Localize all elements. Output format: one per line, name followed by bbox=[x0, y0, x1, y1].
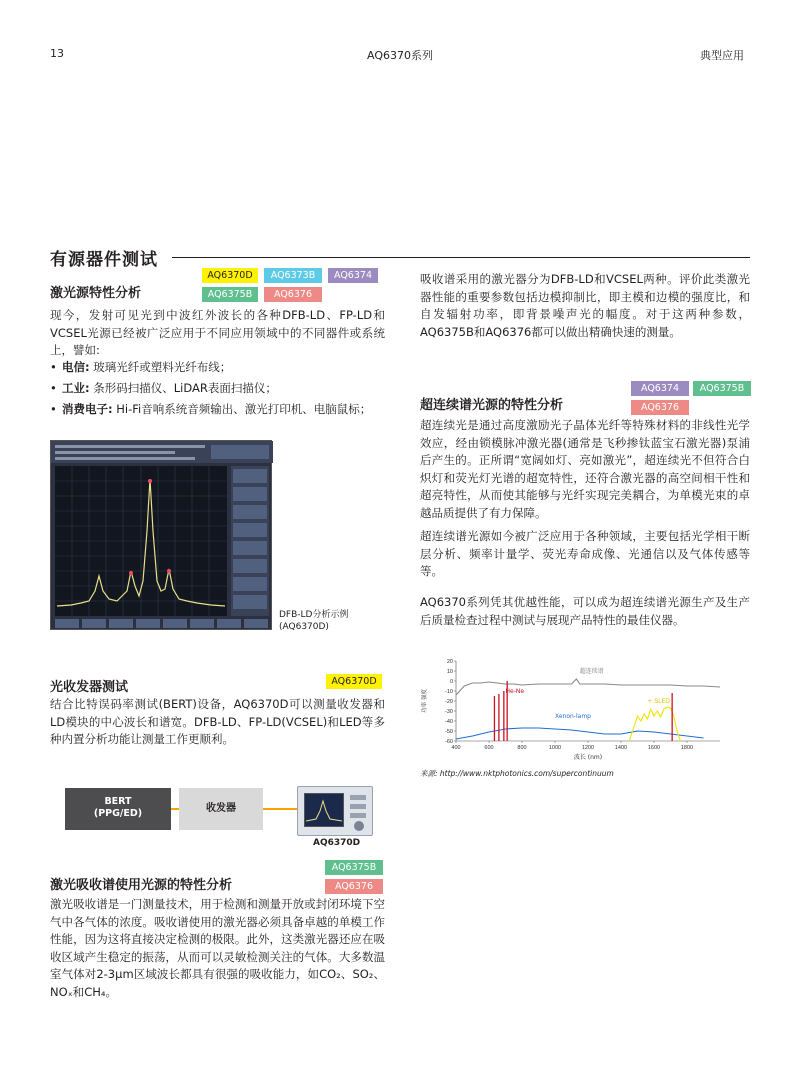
supercontinuum-p3: AQ6370系列凭其优越性能，可以成为超连续谱光源生产及生产后质量检查过程中测试与展现产品特性的最佳仪器。 bbox=[420, 595, 750, 627]
application-list bbox=[50, 357, 390, 420]
tag-aq6373b: AQ6373B bbox=[264, 268, 322, 283]
supercontinuum-p1: 超连续光是通过高度激励光子晶体光纤等特殊材料的非线性光学效应，经由锁模脉冲激光器(通常是飞秒掺钛蓝宝石激光器)泵浦后产生的。正所谓“宽阔如灯、亮如激光”，超连续光不但符合白炽灯和荧光灯光谱的超宽特性，还符合激光器的高空间相干性和超亮特性，从而使其能够与光纤实现完美耦合，为单模光束的卓越品质提供了有力保障。 bbox=[420, 418, 750, 520]
main-title: 有源器件测试 bbox=[50, 250, 158, 270]
series-label: Xenon-lamp bbox=[555, 713, 591, 720]
y-tick-label: -50 bbox=[445, 729, 453, 735]
y-tick-label: -20 bbox=[445, 699, 453, 705]
tag-aq6375b: AQ6375B bbox=[202, 287, 258, 302]
connector-line bbox=[263, 808, 297, 810]
aq6370d-device-image bbox=[297, 786, 373, 836]
y-tick-label: 20 bbox=[446, 659, 453, 665]
series-label: 超连续谱 bbox=[579, 668, 604, 675]
x-tick-label: 400 bbox=[451, 745, 461, 751]
supercontinuum-p2: 超连续谱光源如今被广泛应用于各种领域，主要包括光学相干断层分析、频率计量学、荧光寿命成像、光通信以及气体传感等等。 bbox=[420, 529, 750, 578]
bert-label: BERT bbox=[104, 796, 132, 807]
series-label: + SLED bbox=[647, 698, 670, 705]
transceiver-box: 收发器 bbox=[179, 788, 263, 830]
y-tick-label: 0 bbox=[449, 679, 453, 685]
list-item: • 电信: 玻璃光纤或塑料光纤布线； bbox=[50, 357, 390, 378]
device-screen-trace bbox=[306, 797, 342, 825]
tag-aq6374: AQ6374 bbox=[631, 381, 689, 396]
supercontinuum-chart bbox=[420, 655, 730, 767]
x-tick-label: 800 bbox=[517, 745, 527, 751]
y-axis-label: 功率 强度 bbox=[422, 689, 428, 713]
title-rule bbox=[172, 257, 750, 258]
absorption-text-continued: 吸收谱采用的激光器分为DFB-LD和VCSEL两种。评价此类激光器性能的重要参数包括边模抑制比，即主模和边模的强度比，和自发辐射功率，即背景噪声光的幅度。对于这两种参数，AQ6375B和AQ6376都可以做出精确快速的测量。 bbox=[420, 272, 750, 339]
y-tick-label: -40 bbox=[445, 719, 453, 725]
x-tick-label: 1800 bbox=[680, 745, 694, 751]
device-label: AQ6370D bbox=[313, 838, 361, 848]
chart-source: 来源: http://www.nktphotonics.com/supercontinuum bbox=[420, 769, 614, 778]
bert-sublabel: (PPG/ED) bbox=[93, 808, 143, 819]
series-label: He-Ne bbox=[505, 688, 525, 695]
tag-aq6376: AQ6376 bbox=[631, 400, 689, 415]
tag-aq6375b: AQ6375B bbox=[325, 860, 383, 875]
x-tick-label: 1000 bbox=[548, 745, 562, 751]
section-title: 典型应用 bbox=[700, 49, 744, 62]
y-tick-label: -30 bbox=[445, 709, 453, 715]
y-tick-label: -10 bbox=[445, 689, 453, 695]
x-tick-label: 1600 bbox=[647, 745, 661, 751]
tag-aq6370d: AQ6370D bbox=[202, 268, 258, 283]
series-line-1 bbox=[456, 728, 704, 739]
list-item: • 消费电子: Hi-Fi音响系统音频输出、激光打印机、电脑鼠标； bbox=[50, 399, 390, 420]
series-title: AQ6370系列 bbox=[367, 49, 433, 62]
laser-intro: 现今，发射可见光到中波红外波长的各种DFB-LD、FP-LD和VCSEL光源已经被广泛应用于不同应用领域中的不同器件或系统上，譬如: bbox=[50, 308, 385, 357]
x-axis-label: 波长 (nm) bbox=[573, 754, 603, 761]
page-number: 13 bbox=[50, 47, 64, 60]
absorption-text: 激光吸收谱是一门测量技术，用于检测和测量开放或封闭环境下空气中各气体的浓度。吸收谱使用的激光器必须具备卓越的单模工作性能，因为这将直接决定检测的极限。此外，这类激光器还应在吸收区域产生稳定的振荡，从而可以灵敏检测关注的气体。大多数温室气体对2-3µm区域波长都具有很强的吸收能力，如CO₂、SO₂、NOₓ和CH₄。 bbox=[50, 897, 385, 999]
y-tick-label: -60 bbox=[445, 739, 453, 745]
list-item: • 工业: 条形码扫描仪、LiDAR表面扫描仪； bbox=[50, 378, 390, 399]
osa-screenshot bbox=[50, 440, 272, 630]
laser-title: 激光源特性分析 bbox=[50, 286, 142, 301]
osa-trace-display bbox=[51, 441, 273, 631]
supercontinuum-title: 超连续谱光源的特性分析 bbox=[420, 398, 564, 413]
tag-aq6376: AQ6376 bbox=[264, 287, 322, 302]
series-line-0 bbox=[456, 679, 720, 695]
osa-caption-line2: (AQ6370D) bbox=[279, 622, 329, 632]
tag-aq6374: AQ6374 bbox=[328, 268, 378, 283]
x-tick-label: 1400 bbox=[614, 745, 628, 751]
connector-line bbox=[171, 808, 179, 810]
x-tick-label: 1200 bbox=[581, 745, 595, 751]
absorption-title: 激光吸收谱使用光源的特性分析 bbox=[50, 878, 233, 893]
tag-aq6370d: AQ6370D bbox=[326, 674, 382, 689]
transceiver-title: 光收发器测试 bbox=[50, 680, 129, 695]
x-tick-label: 600 bbox=[484, 745, 494, 751]
bert-box bbox=[65, 788, 171, 830]
transceiver-text: 结合比特误码率测试(BERT)设备，AQ6370D可以测量收发器和LD模块的中心波长和谱宽。DFB-LD、FP-LD(VCSEL)和LED等多种内置分析功能让测量工作更顺利。 bbox=[50, 697, 385, 746]
y-tick-label: 10 bbox=[446, 669, 453, 675]
osa-caption-line1: DFB-LD分析示例 bbox=[279, 610, 349, 620]
tag-aq6375b: AQ6375B bbox=[693, 381, 751, 396]
tag-aq6376: AQ6376 bbox=[325, 879, 383, 894]
